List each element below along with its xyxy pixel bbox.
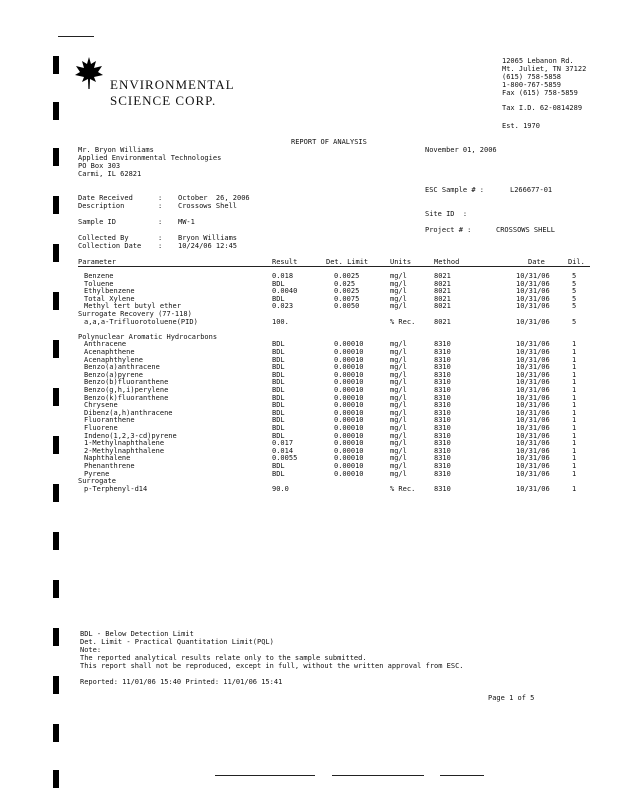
cell-det-limit: 0.00010: [334, 446, 364, 455]
cell-det-limit: 0.00010: [334, 469, 364, 478]
cell-units: mg/l: [390, 302, 407, 311]
cell-units: mg/l: [390, 462, 407, 470]
cell-units: mg/l: [390, 446, 407, 455]
cell-result: BDL: [272, 340, 285, 349]
cell-parameter: Ethylbenzene: [84, 287, 135, 296]
cell-date: 10/31/06: [516, 340, 550, 349]
cell-date: 10/31/06: [516, 393, 550, 402]
meta-colon: :: [158, 234, 163, 242]
cell-result: 0.023: [272, 302, 294, 311]
cell-date: 10/31/06: [516, 446, 550, 455]
meta-value-description: Crossows Shell: [178, 202, 238, 210]
cell-units: mg/l: [390, 272, 407, 280]
cell-method: 8021: [434, 317, 451, 326]
cell-method: 8021: [434, 279, 451, 288]
cell-date: 10/31/06: [516, 287, 550, 296]
cell-date: 10/31/06: [516, 431, 550, 440]
note-bdl: BDL - Below Detection Limit: [80, 630, 194, 638]
cell-date: 10/31/06: [516, 355, 550, 364]
cell-dil: 1: [572, 469, 577, 478]
cell-det-limit: 0.00010: [334, 393, 364, 402]
cell-det-limit: 0.0050: [334, 302, 360, 311]
company-name-line1: ENVIRONMENTAL: [110, 77, 235, 92]
cell-result: BDL: [272, 462, 285, 470]
cell-date: 10/31/06: [516, 378, 550, 387]
meta-label-sample-id: Sample ID: [78, 218, 116, 226]
cell-parameter: Methyl tert butyl ether: [84, 302, 181, 311]
cell-result: 100.: [272, 317, 289, 326]
cell-parameter: Phenanthrene: [84, 462, 135, 470]
cell-date: 10/31/06: [516, 401, 550, 410]
cell-units: mg/l: [390, 386, 407, 394]
cell-parameter: Benzene: [84, 272, 114, 280]
meta-colon: :: [158, 202, 163, 210]
cell-dil: 5: [572, 272, 577, 280]
cell-dil: 1: [572, 408, 577, 417]
cell-result: BDL: [272, 469, 285, 478]
scan-line: [58, 36, 94, 37]
scan-line: [215, 775, 315, 776]
project-label: Project # :: [425, 226, 472, 234]
cell-det-limit: 0.00010: [334, 401, 364, 410]
col-header-result: Result: [272, 258, 298, 266]
cell-units: mg/l: [390, 378, 407, 387]
meta-label-description: Description: [78, 202, 125, 210]
meta-value-collected-by: Bryon Williams: [178, 234, 238, 242]
cell-parameter: 2-Methylnaphthalene: [84, 446, 165, 455]
cell-result: 0.018: [272, 272, 294, 280]
cell-dil: 1: [572, 363, 577, 372]
results-table-body: [0, 272, 618, 512]
site-id-label: Site ID :: [425, 210, 468, 218]
cell-result: BDL: [272, 424, 285, 432]
cell-dil: 1: [572, 340, 577, 349]
cell-det-limit: 0.00010: [334, 363, 364, 372]
cell-units: mg/l: [390, 431, 407, 440]
cell-units: mg/l: [390, 348, 407, 356]
cell-date: 10/31/06: [516, 370, 550, 379]
scan-line: [440, 775, 484, 776]
table-header-rule: [78, 266, 590, 267]
cell-result: BDL: [272, 363, 285, 372]
cell-method: 8021: [434, 272, 451, 280]
cell-parameter: Benzo(k)fluoranthene: [84, 393, 169, 402]
cell-result: 90.0: [272, 484, 289, 493]
cell-parameter: Dibenz(a,h)anthracene: [84, 408, 173, 417]
meta-value-sample-id: MW-1: [178, 218, 195, 226]
company-phone: (615) 758-5858: [502, 73, 562, 81]
binder-mark: [53, 244, 59, 262]
cell-method: 8310: [434, 462, 451, 470]
cell-date: 10/31/06: [516, 363, 550, 372]
cell-parameter: Anthracene: [84, 340, 127, 349]
client-city: Carmi, IL 62821: [78, 170, 142, 178]
cell-parameter: Fluorene: [84, 424, 118, 432]
cell-parameter: Indeno(1,2,3-cd)pyrene: [84, 431, 177, 440]
maple-leaf-logo-icon: [74, 56, 104, 90]
col-header-units: Units: [390, 258, 412, 266]
cell-dil: 1: [572, 439, 577, 448]
cell-result: BDL: [272, 416, 285, 425]
cell-det-limit: 0.00010: [334, 348, 364, 356]
cell-date: 10/31/06: [516, 302, 550, 311]
cell-det-limit: 0.0075: [334, 294, 360, 303]
cell-units: % Rec.: [390, 484, 416, 493]
cell-date: 10/31/06: [516, 348, 550, 356]
cell-det-limit: 0.00010: [334, 378, 364, 387]
cell-date: 10/31/06: [516, 454, 550, 463]
cell-method: 8310: [434, 446, 451, 455]
reported-printed: Reported: 11/01/06 15:40 Printed: 11/01/06 15:41: [80, 678, 283, 686]
cell-method: 8021: [434, 294, 451, 303]
cell-parameter: Benzo(b)fluoranthene: [84, 378, 169, 387]
meta-label-collection-date: Collection Date: [78, 242, 142, 250]
cell-dil: 5: [572, 287, 577, 296]
cell-result: BDL: [272, 348, 285, 356]
cell-method: 8310: [434, 484, 451, 493]
cell-parameter: p-Terphenyl-d14: [84, 484, 148, 493]
cell-det-limit: 0.0025: [334, 272, 360, 280]
cell-date: 10/31/06: [516, 294, 550, 303]
cell-method: 8310: [434, 363, 451, 372]
cell-dil: 1: [572, 484, 577, 493]
report-date: November 01, 2006: [425, 146, 497, 154]
cell-date: 10/31/06: [516, 424, 550, 432]
col-header-method: Method: [434, 258, 460, 266]
cell-date: 10/31/06: [516, 408, 550, 417]
report-title: REPORT OF ANALYSIS: [291, 138, 367, 146]
cell-result: 0.0055: [272, 454, 298, 463]
cell-method: 8310: [434, 454, 451, 463]
binder-mark: [53, 532, 59, 550]
cell-method: 8310: [434, 386, 451, 394]
cell-result: 0.0040: [272, 287, 298, 296]
cell-dil: 1: [572, 454, 577, 463]
cell-det-limit: 0.00010: [334, 439, 364, 448]
cell-result: BDL: [272, 294, 285, 303]
cell-dil: 5: [572, 279, 577, 288]
cell-result: 0.017: [272, 439, 294, 448]
project-value: CROSSOWS SHELL: [496, 226, 556, 234]
cell-dil: 1: [572, 446, 577, 455]
note-results-relate: The reported analytical results relate only to the sample submitted.: [80, 654, 367, 662]
cell-parameter: 1-Methylnaphthalene: [84, 439, 165, 448]
cell-det-limit: 0.025: [334, 279, 356, 288]
cell-dil: 1: [572, 416, 577, 425]
cell-method: 8021: [434, 287, 451, 296]
company-fax: Fax (615) 758-5859: [502, 89, 578, 97]
cell-method: 8310: [434, 355, 451, 364]
cell-units: mg/l: [390, 287, 407, 296]
cell-parameter: Benzo(a)pyrene: [84, 370, 144, 379]
cell-method: 8310: [434, 378, 451, 387]
cell-result: BDL: [272, 431, 285, 440]
meta-label-date-received: Date Received: [78, 194, 133, 202]
meta-value-date-received: October 26, 2006: [178, 194, 250, 202]
client-name: Mr. Bryon Williams: [78, 146, 154, 154]
cell-det-limit: 0.00010: [334, 386, 364, 394]
cell-units: mg/l: [390, 408, 407, 417]
client-company: Applied Environmental Technologies: [78, 154, 222, 162]
cell-dil: 1: [572, 401, 577, 410]
cell-units: mg/l: [390, 279, 407, 288]
cell-date: 10/31/06: [516, 469, 550, 478]
cell-date: 10/31/06: [516, 416, 550, 425]
cell-method: 8310: [434, 393, 451, 402]
company-address-line: Mt. Juliet, TN 37122: [502, 65, 587, 73]
meta-colon: :: [158, 242, 163, 250]
cell-parameter: Fluoranthene: [84, 416, 135, 425]
note-label: Note:: [80, 646, 102, 654]
cell-method: 8310: [434, 401, 451, 410]
binder-mark: [53, 196, 59, 214]
cell-parameter: Chrysene: [84, 401, 118, 410]
cell-det-limit: 0.0025: [334, 287, 360, 296]
cell-det-limit: 0.00010: [334, 416, 364, 425]
meta-label-collected-by: Collected By: [78, 234, 129, 242]
cell-method: 8310: [434, 370, 451, 379]
cell-date: 10/31/06: [516, 439, 550, 448]
cell-parameter: Pyrene: [84, 469, 110, 478]
cell-parameter: Acenaphthene: [84, 348, 135, 356]
company-name-line2: SCIENCE CORP.: [110, 93, 217, 108]
cell-dil: 1: [572, 386, 577, 394]
cell-method: 8310: [434, 408, 451, 417]
cell-parameter: Surrogate: [78, 477, 116, 486]
binder-mark: [53, 580, 59, 598]
esc-sample-label: ESC Sample # :: [425, 186, 485, 194]
cell-det-limit: 0.00010: [334, 462, 364, 470]
meta-colon: :: [158, 218, 163, 226]
cell-dil: 1: [572, 355, 577, 364]
cell-result: BDL: [272, 386, 285, 394]
cell-parameter: Surrogate Recovery (77-118): [78, 310, 192, 318]
cell-dil: 1: [572, 431, 577, 440]
cell-date: 10/31/06: [516, 386, 550, 394]
cell-det-limit: 0.00010: [334, 431, 364, 440]
cell-result: 0.014: [272, 446, 294, 455]
cell-date: 10/31/06: [516, 317, 550, 326]
cell-parameter: Total Xylene: [84, 294, 135, 303]
cell-det-limit: 0.00010: [334, 340, 364, 349]
cell-dil: 1: [572, 378, 577, 387]
col-header-date: Date: [528, 258, 545, 266]
note-reproduction: This report shall not be reproduced, except in full, without the written approval from ESC.: [80, 662, 464, 670]
binder-mark: [53, 148, 59, 166]
binder-mark: [53, 676, 59, 694]
cell-det-limit: 0.00010: [334, 424, 364, 432]
col-header-dil: Dil.: [568, 258, 585, 266]
cell-method: 8310: [434, 439, 451, 448]
cell-det-limit: 0.00010: [334, 355, 364, 364]
binder-mark: [53, 628, 59, 646]
cell-parameter: Benzo(a)anthracene: [84, 363, 160, 372]
cell-det-limit: 0.00010: [334, 408, 364, 417]
cell-method: 8310: [434, 348, 451, 356]
cell-method: 8310: [434, 416, 451, 425]
cell-result: BDL: [272, 355, 285, 364]
binder-mark: [53, 724, 59, 742]
cell-units: mg/l: [390, 340, 407, 349]
cell-dil: 1: [572, 370, 577, 379]
cell-units: mg/l: [390, 424, 407, 432]
cell-units: mg/l: [390, 454, 407, 463]
cell-dil: 5: [572, 302, 577, 311]
cell-method: 8310: [434, 424, 451, 432]
meta-value-collection-date: 10/24/06 12:45: [178, 242, 238, 250]
cell-units: mg/l: [390, 355, 407, 364]
company-established: Est. 1970: [502, 122, 540, 130]
binder-mark: [53, 770, 59, 788]
company-address-line: 12065 Lebanon Rd.: [502, 57, 574, 65]
cell-units: % Rec.: [390, 317, 416, 326]
cell-units: mg/l: [390, 439, 407, 448]
cell-result: BDL: [272, 279, 285, 288]
meta-colon: :: [158, 194, 163, 202]
cell-units: mg/l: [390, 416, 407, 425]
cell-units: mg/l: [390, 393, 407, 402]
binder-mark: [53, 102, 59, 120]
company-tax-id: Tax I.D. 62-0814289: [502, 104, 583, 112]
cell-parameter: Polynuclear Aromatic Hydrocarbons: [78, 332, 218, 341]
cell-date: 10/31/06: [516, 462, 550, 470]
company-phone-tollfree: 1-800-767-5859: [502, 81, 562, 89]
cell-dil: 1: [572, 348, 577, 356]
cell-method: 8310: [434, 469, 451, 478]
cell-dil: 1: [572, 462, 577, 470]
cell-result: BDL: [272, 401, 285, 410]
cell-parameter: Naphthalene: [84, 454, 131, 463]
client-address: PO Box 303: [78, 162, 121, 170]
cell-det-limit: 0.00010: [334, 370, 364, 379]
col-header-parameter: Parameter: [78, 258, 116, 266]
binder-mark: [53, 56, 59, 74]
cell-dil: 5: [572, 317, 577, 326]
cell-units: mg/l: [390, 370, 407, 379]
cell-method: 8021: [434, 302, 451, 311]
cell-date: 10/31/06: [516, 484, 550, 493]
esc-sample-value: L266677-01: [510, 186, 553, 194]
cell-dil: 1: [572, 393, 577, 402]
cell-units: mg/l: [390, 469, 407, 478]
cell-units: mg/l: [390, 294, 407, 303]
cell-result: BDL: [272, 393, 285, 402]
cell-dil: 5: [572, 294, 577, 303]
cell-dil: 1: [572, 424, 577, 432]
page-number: Page 1 of 5: [488, 694, 535, 702]
cell-parameter: Toluene: [84, 279, 114, 288]
table-row: [0, 485, 618, 493]
col-header-det-limit: Det. Limit: [326, 258, 369, 266]
note-det-limit: Det. Limit - Practical Quantitation Limit(PQL): [80, 638, 274, 646]
cell-date: 10/31/06: [516, 279, 550, 288]
cell-parameter: a,a,a-Trifluorotoluene(PID): [84, 317, 198, 326]
cell-parameter: Acenaphthylene: [84, 355, 144, 364]
cell-method: 8310: [434, 340, 451, 349]
cell-units: mg/l: [390, 363, 407, 372]
cell-det-limit: 0.00010: [334, 454, 364, 463]
scan-line: [332, 775, 424, 776]
cell-method: 8310: [434, 431, 451, 440]
cell-result: BDL: [272, 378, 285, 387]
cell-parameter: Benzo(g,h,i)perylene: [84, 386, 169, 394]
cell-result: BDL: [272, 370, 285, 379]
cell-date: 10/31/06: [516, 272, 550, 280]
cell-units: mg/l: [390, 401, 407, 410]
cell-result: BDL: [272, 408, 285, 417]
